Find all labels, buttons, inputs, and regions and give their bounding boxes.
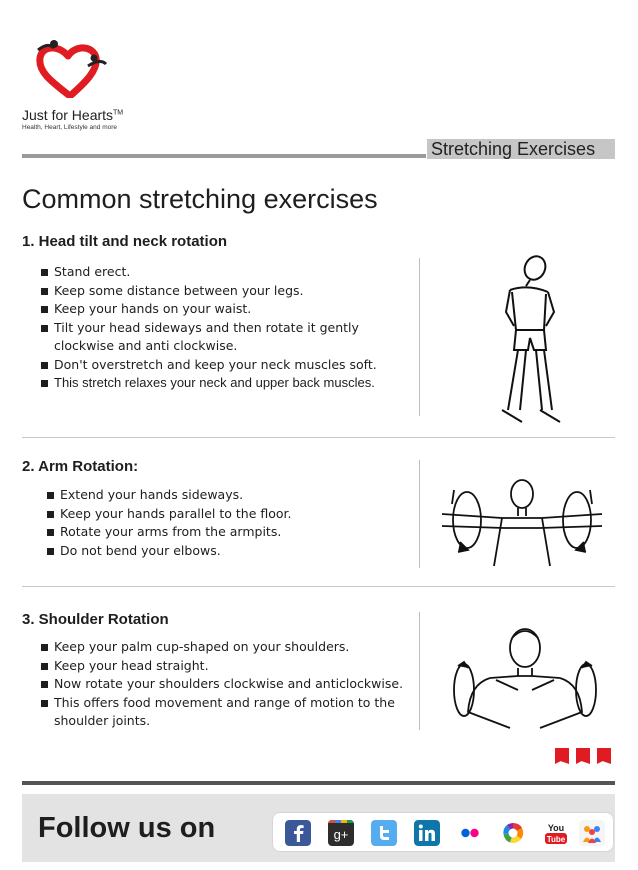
twitter-icon[interactable] — [371, 820, 397, 846]
flag-icon — [555, 748, 569, 764]
google-plus-glyph: g+ — [333, 827, 349, 842]
list-item: Don't overstretch and keep your neck muscles soft. — [41, 356, 401, 375]
arm-rotation-figure-icon — [432, 470, 612, 570]
trademark: TM — [113, 109, 124, 117]
column-divider — [419, 258, 420, 416]
list-item: Keep your hands on your waist. — [41, 300, 401, 319]
list-item: Rotate your arms from the armpits. — [47, 523, 407, 542]
list-item: Do not bend your elbows. — [47, 542, 407, 561]
picasa-icon[interactable] — [500, 820, 526, 846]
list-item: Keep your hands parallel to the floor. — [47, 505, 407, 524]
brand-name: Just for Hearts™ — [22, 107, 124, 123]
brand-tagline: Health, Heart, Lifestyle and more — [22, 124, 118, 131]
section-heading-head-tilt: 1. Head tilt and neck rotation — [22, 233, 228, 250]
flag-icon — [597, 748, 611, 764]
section-heading-arm-rotation: 2. Arm Rotation: — [22, 458, 139, 475]
list-item: Keep your head straight. — [41, 657, 406, 676]
social-links-bar — [272, 812, 614, 852]
section-tag: Stretching Exercises — [427, 139, 615, 159]
steps-list-arm-rotation — [47, 486, 407, 560]
list-item: Keep some distance between your legs. — [41, 282, 401, 301]
list-item: Now rotate your shoulders clockwise and anticlockwise. — [41, 675, 406, 694]
flag-icon — [576, 748, 590, 764]
shoulder-rotation-figure-icon — [440, 622, 610, 732]
list-item: Stand erect. — [41, 263, 401, 282]
youtube-glyph-top: You — [547, 823, 565, 833]
list-item: Tilt your head sideways and then rotate it gently clockwise and anti clockwise. — [41, 319, 401, 356]
page-title: Common stretching exercises — [22, 184, 378, 214]
steps-list-head-tilt — [41, 263, 401, 393]
section-divider — [22, 437, 615, 438]
list-item: This offers food movement and range of motion to the shoulder joints. — [41, 694, 406, 731]
footer-divider — [22, 781, 615, 785]
flickr-icon[interactable] — [457, 820, 483, 846]
linkedin-icon[interactable] — [414, 820, 440, 846]
list-item: This stretch relaxes your neck and upper back muscles. — [41, 374, 401, 393]
heart-logo-icon — [30, 38, 110, 98]
head-tilt-figure-icon — [480, 250, 580, 430]
header-divider — [22, 154, 426, 158]
decorative-flags — [555, 748, 615, 766]
steps-list-shoulder-rotation — [41, 638, 406, 731]
section-heading-shoulder-rotation: 3. Shoulder Rotation — [22, 611, 169, 628]
follow-us-label: Follow us on — [38, 812, 216, 844]
column-divider — [419, 460, 420, 568]
list-item: Extend your hands sideways. — [47, 486, 407, 505]
youtube-glyph-bottom: Tube — [546, 835, 566, 844]
facebook-icon[interactable] — [285, 820, 311, 846]
column-divider — [419, 612, 420, 730]
people-icon[interactable] — [579, 820, 605, 846]
list-item: Keep your palm cup-shaped on your shoulders. — [41, 638, 406, 657]
google-plus-icon[interactable] — [328, 820, 354, 846]
section-divider — [22, 586, 615, 587]
youtube-icon[interactable] — [543, 820, 569, 846]
